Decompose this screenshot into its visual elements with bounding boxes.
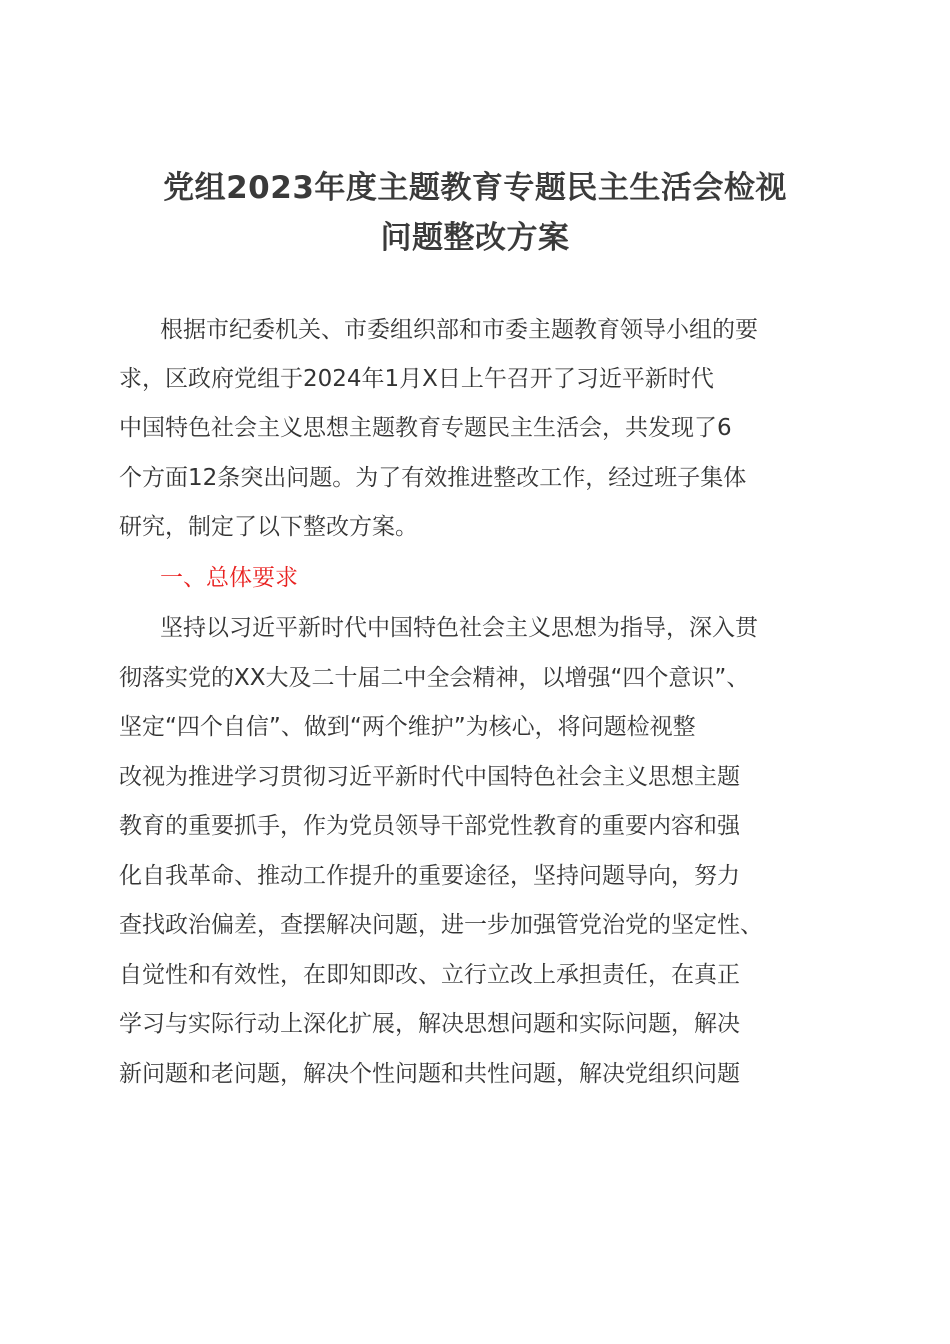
section-heading: 一、总体要求 <box>160 565 298 591</box>
body-line-3: 坚定“四个自信”、做到“两个维护”为核心，将问题检视整 <box>119 714 696 740</box>
body-line-1: 坚持以习近平新时代中国特色社会主义思想为指导，深入贯 <box>160 615 758 641</box>
intro-line-5: 研究，制定了以下整改方案。 <box>119 514 418 540</box>
intro-line-2: 求，区政府党组于2024年1月X日上午召开了习近平新时代 <box>119 366 714 392</box>
body-line-6: 化自我革命、推动工作提升的重要途径，坚持问题导向，努力 <box>119 863 740 889</box>
document-title-line-1: 党组2023年度主题教育专题民主生活会检视 <box>163 170 787 206</box>
body-line-9: 学习与实际行动上深化扩展，解决思想问题和实际问题，解决 <box>119 1011 740 1037</box>
body-line-5: 教育的重要抓手，作为党员领导干部党性教育的重要内容和强 <box>119 813 740 839</box>
intro-line-1: 根据市纪委机关、市委组织部和市委主题教育领导小组的要 <box>160 317 758 343</box>
body-line-2: 彻落实党的XX大及二十届二中全会精神，以增强“四个意识”、 <box>119 665 750 691</box>
document-title-line-2: 问题整改方案 <box>380 220 570 256</box>
intro-line-4: 个方面12条突出问题。为了有效推进整改工作，经过班子集体 <box>119 465 747 491</box>
body-line-10: 新问题和老问题，解决个性问题和共性问题，解决党组织问题 <box>119 1061 740 1087</box>
body-line-7: 查找政治偏差，查摆解决问题，进一步加强管党治党的坚定性、 <box>119 912 763 938</box>
body-line-4: 改视为推进学习贯彻习近平新时代中国特色社会主义思想主题 <box>119 764 740 790</box>
body-line-8: 自觉性和有效性，在即知即改、立行立改上承担责任，在真正 <box>119 962 740 988</box>
intro-line-3: 中国特色社会主义思想主题教育专题民主生活会，共发现了6 <box>119 415 732 441</box>
